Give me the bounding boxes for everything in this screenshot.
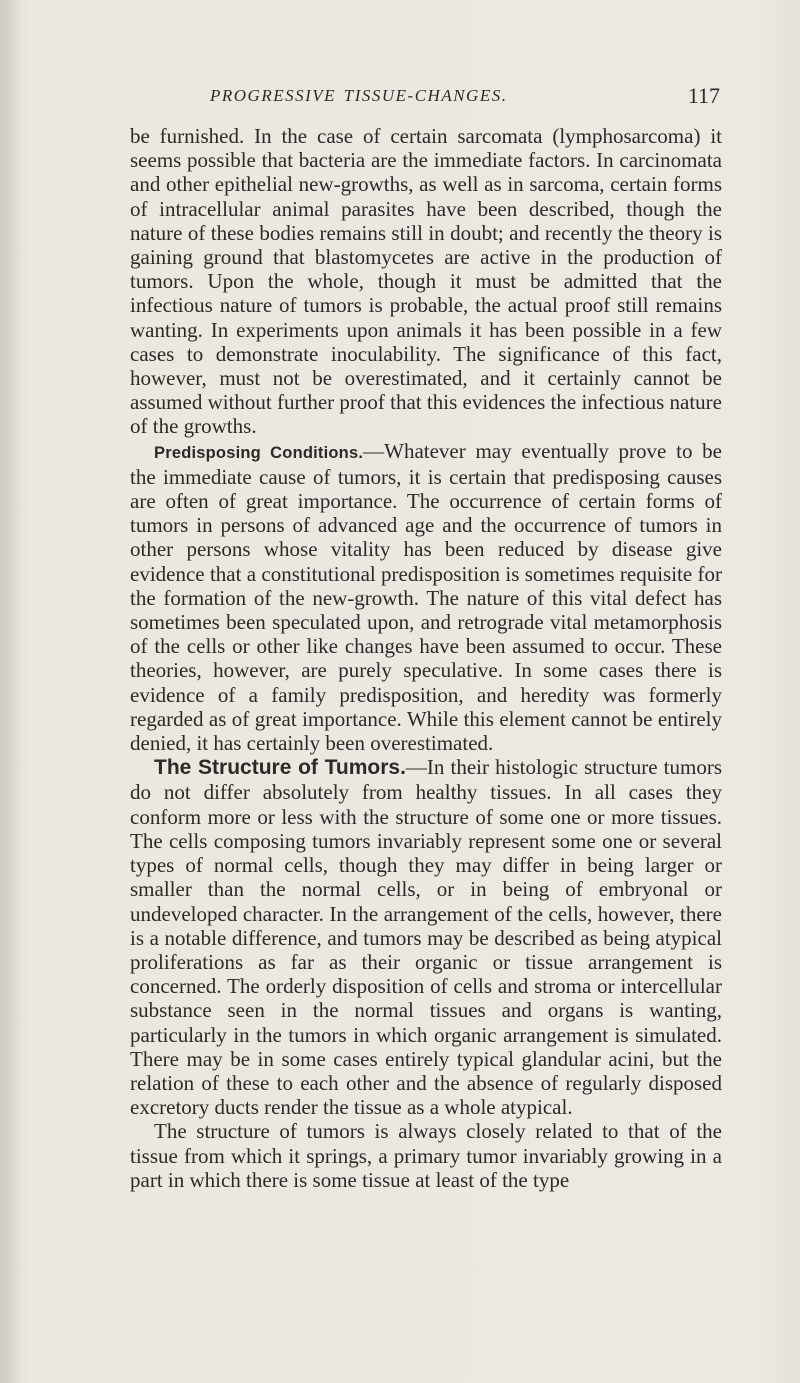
running-head: PROGRESSIVE TISSUE-CHANGES. [210,86,508,105]
paragraph-structure-of-tumors [130,755,722,1119]
side-heading-predisposing-conditions: Predisposing Conditions. [154,443,364,462]
page-number: 117 [687,83,720,108]
body-text [130,124,722,1192]
page-header [210,83,720,112]
paragraph-text: —In their histologic structure tumors do not differ absolutely from healthy tissues. In all cases they conform more or less with the structure of some one or more tissues. The cells composing tumors invariably represent some one or several types of normal cells, though they may differ in being larger or smaller than the normal cells, or in being of embryonal or undeveloped character. In the arrangement of the cells, however, there is a notable difference, and tumors may be described as being atypical proliferations as far as their organic or tissue arrangement is concerned. The orderly disposition of cells and stroma or intercellular substance seen in the normal tissues and organs is wanting, particularly in the tumors in which organic arrangement is simulated. There may be in some cases entirely typical glandular acini, but the relation of these to each other and the absence of regularly disposed excretory ducts render the tissue as a whole atypical. [130,755,722,1120]
paragraph-text: The structure of tumors is always closely related to that of the tissue from which it springs, a primary tumor invariably growing in a part in which there is some tissue at least of the type [130,1119,722,1192]
paragraph-tumor-tissue-relation [130,1119,722,1192]
page-gutter-shadow [0,0,22,1383]
paragraph-text: —Whatever may eventually prove to be the immediate cause of tumors, it is certain that predisposing causes are often of great importance. The occurrence of certain forms of tumors in persons of advanced age and the occurrence of tumors in other persons whose vitality has been reduced by disease give evidence that a constitutional predisposition is sometimes requisite for the formation of the new-growth. The nature of this vital defect has sometimes been speculated upon, and retrograde vital metamorphosis of the cells or other like changes have been assumed to occur. These theories, however, are purely speculative. In some cases there is evidence of a family predisposition, and heredity was formerly regarded as of great importance. While this element cannot be entirely denied, it has certainly been overestimated. [130,438,722,756]
paragraph-text: be furnished. In the case of certain sarcomata (lymphosarcoma) it seems possible that bacteria are the immediate factors. In carcinomata and other epithelial new-growths, as well as in sarcoma, certain forms of intracellular animal parasites have been described, though the nature of these bodies remains still in doubt; and recently the theory is gaining ground that blastomycetes are active in the production of tumors. Upon the whole, though it must be admitted that the infectious nature of tumors is probable, the actual proof still remains wanting. In experiments upon animals it has been possible in a few cases to demonstrate inoculability. The significance of this fact, however, must not be overestimated, and it certainly cannot be assumed without further proof that this evidences the infectious nature of the growths. [130,124,722,439]
paragraph-predisposing-conditions [130,439,722,756]
section-heading-structure-of-tumors: The Structure of Tumors. [154,756,406,780]
paragraph-infectious-nature [130,124,722,439]
